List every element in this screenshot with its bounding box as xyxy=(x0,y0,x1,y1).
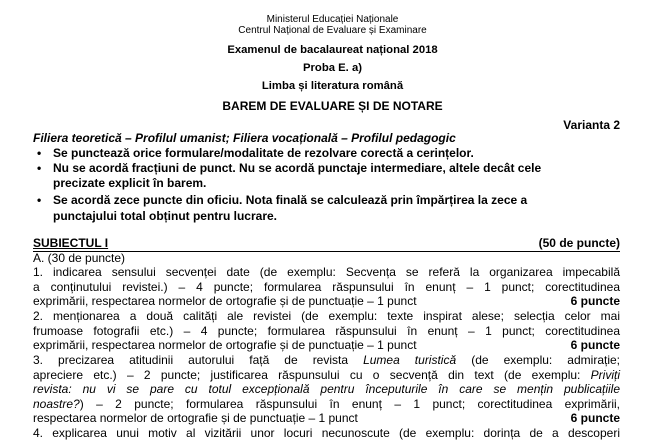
item-3-line-3: revista: nu vi se pare cu totul excepțională pentru începuturile în care se mențin publicațiile xyxy=(33,382,620,396)
item-2-line-2: frumoase fotografii etc.) – 4 puncte; formularea răspunsului în enunț – 1 punct; corectitudinea xyxy=(33,324,620,338)
subiect-points: (50 de puncte) xyxy=(538,236,620,250)
rule-3-line-2: punctajului total obținut pentru lucrare. xyxy=(53,209,277,223)
item-1-line-2: a conținutului revistei.) – 4 puncte; formularea răspunsului în enunț – 1 punct; corectitudinea xyxy=(33,280,620,294)
barem-title: BAREM DE EVALUARE ȘI DE NOTARE xyxy=(222,99,443,113)
filiera-line: Filiera teoretică – Profilul umanist; Filiera vocațională – Profilul pedagogic xyxy=(33,131,456,145)
section-a: A. (30 de puncte) xyxy=(33,251,126,265)
ministry-name: Ministerul Educației Naționale xyxy=(266,14,399,25)
exam-subject: Limba și literatura română xyxy=(261,80,404,92)
rule-2-line-1: Nu se acordă fracțiuni de punct. Nu se acordă punctaje intermediare, altele decât cele xyxy=(53,161,542,175)
item-1-line-1: 1. indicarea sensului secvenței date (de exemplu: Secvența se referă la organizarea impecabilă xyxy=(33,265,620,279)
item-3-line-5: respectarea normelor de ortografie și de punctuație – 1 punct 6 puncte xyxy=(33,411,620,425)
item-1-points: 6 puncte xyxy=(570,294,620,308)
exam-title: Examenul de bacalaureat național 2018 xyxy=(227,44,438,56)
item-1-line-3: exprimării, respectarea normelor de ortografie și de punctuație – 1 punct 6 puncte xyxy=(33,294,620,308)
item-3-line-1: 3. precizarea atitudinii autorului față de revista Lumea turistică (de exemplu: admirație; xyxy=(33,353,620,367)
bullet-icon: • xyxy=(37,161,42,175)
varianta-label: Varianta 2 xyxy=(563,118,620,132)
item-2-line-1: 2. menționarea a două calități ale revistei (de exemplu: texte inspirat alese; selecția celor mai xyxy=(33,309,620,323)
rule-1-text: Se punctează orice formulare/modalitate de rezolvare corectă a cerințelor. xyxy=(53,146,474,160)
item-2-points: 6 puncte xyxy=(570,338,620,352)
item-2-line-3: exprimării, respectarea normelor de ortografie și de punctuație – 1 punct 6 puncte xyxy=(33,338,620,352)
rule-3-line-1: Se acordă zece puncte din oficiu. Nota finală se calculează prin împărțirea la zece a xyxy=(53,193,528,207)
bullet-icon: • xyxy=(37,193,42,207)
item-3-line-2: apreciere etc.) – 2 puncte; justificarea răspunsului cu o secvență din text (de exemplu: Priviți xyxy=(33,368,620,382)
rule-2-line-2: precizate explicit în barem. xyxy=(53,176,207,190)
center-name: Centrul Național de Evaluare și Examinare xyxy=(238,25,427,36)
bullet-icon: • xyxy=(37,146,42,160)
item-3-line-4: noastre?) – 2 puncte; formularea răspunsului în enunț – 1 punct; corectitudinea exprimării, xyxy=(33,397,620,411)
subiect-header xyxy=(33,236,620,250)
item-3-points: 6 puncte xyxy=(570,411,620,425)
item-4-line-1: 4. explicarea unui motiv al vizitării unor locuri necunoscute (de exemplu: dorința de a descoperi xyxy=(33,426,620,440)
exam-proba: Proba E. a) xyxy=(302,62,362,74)
subiect-title: SUBIECTUL I xyxy=(33,236,109,250)
